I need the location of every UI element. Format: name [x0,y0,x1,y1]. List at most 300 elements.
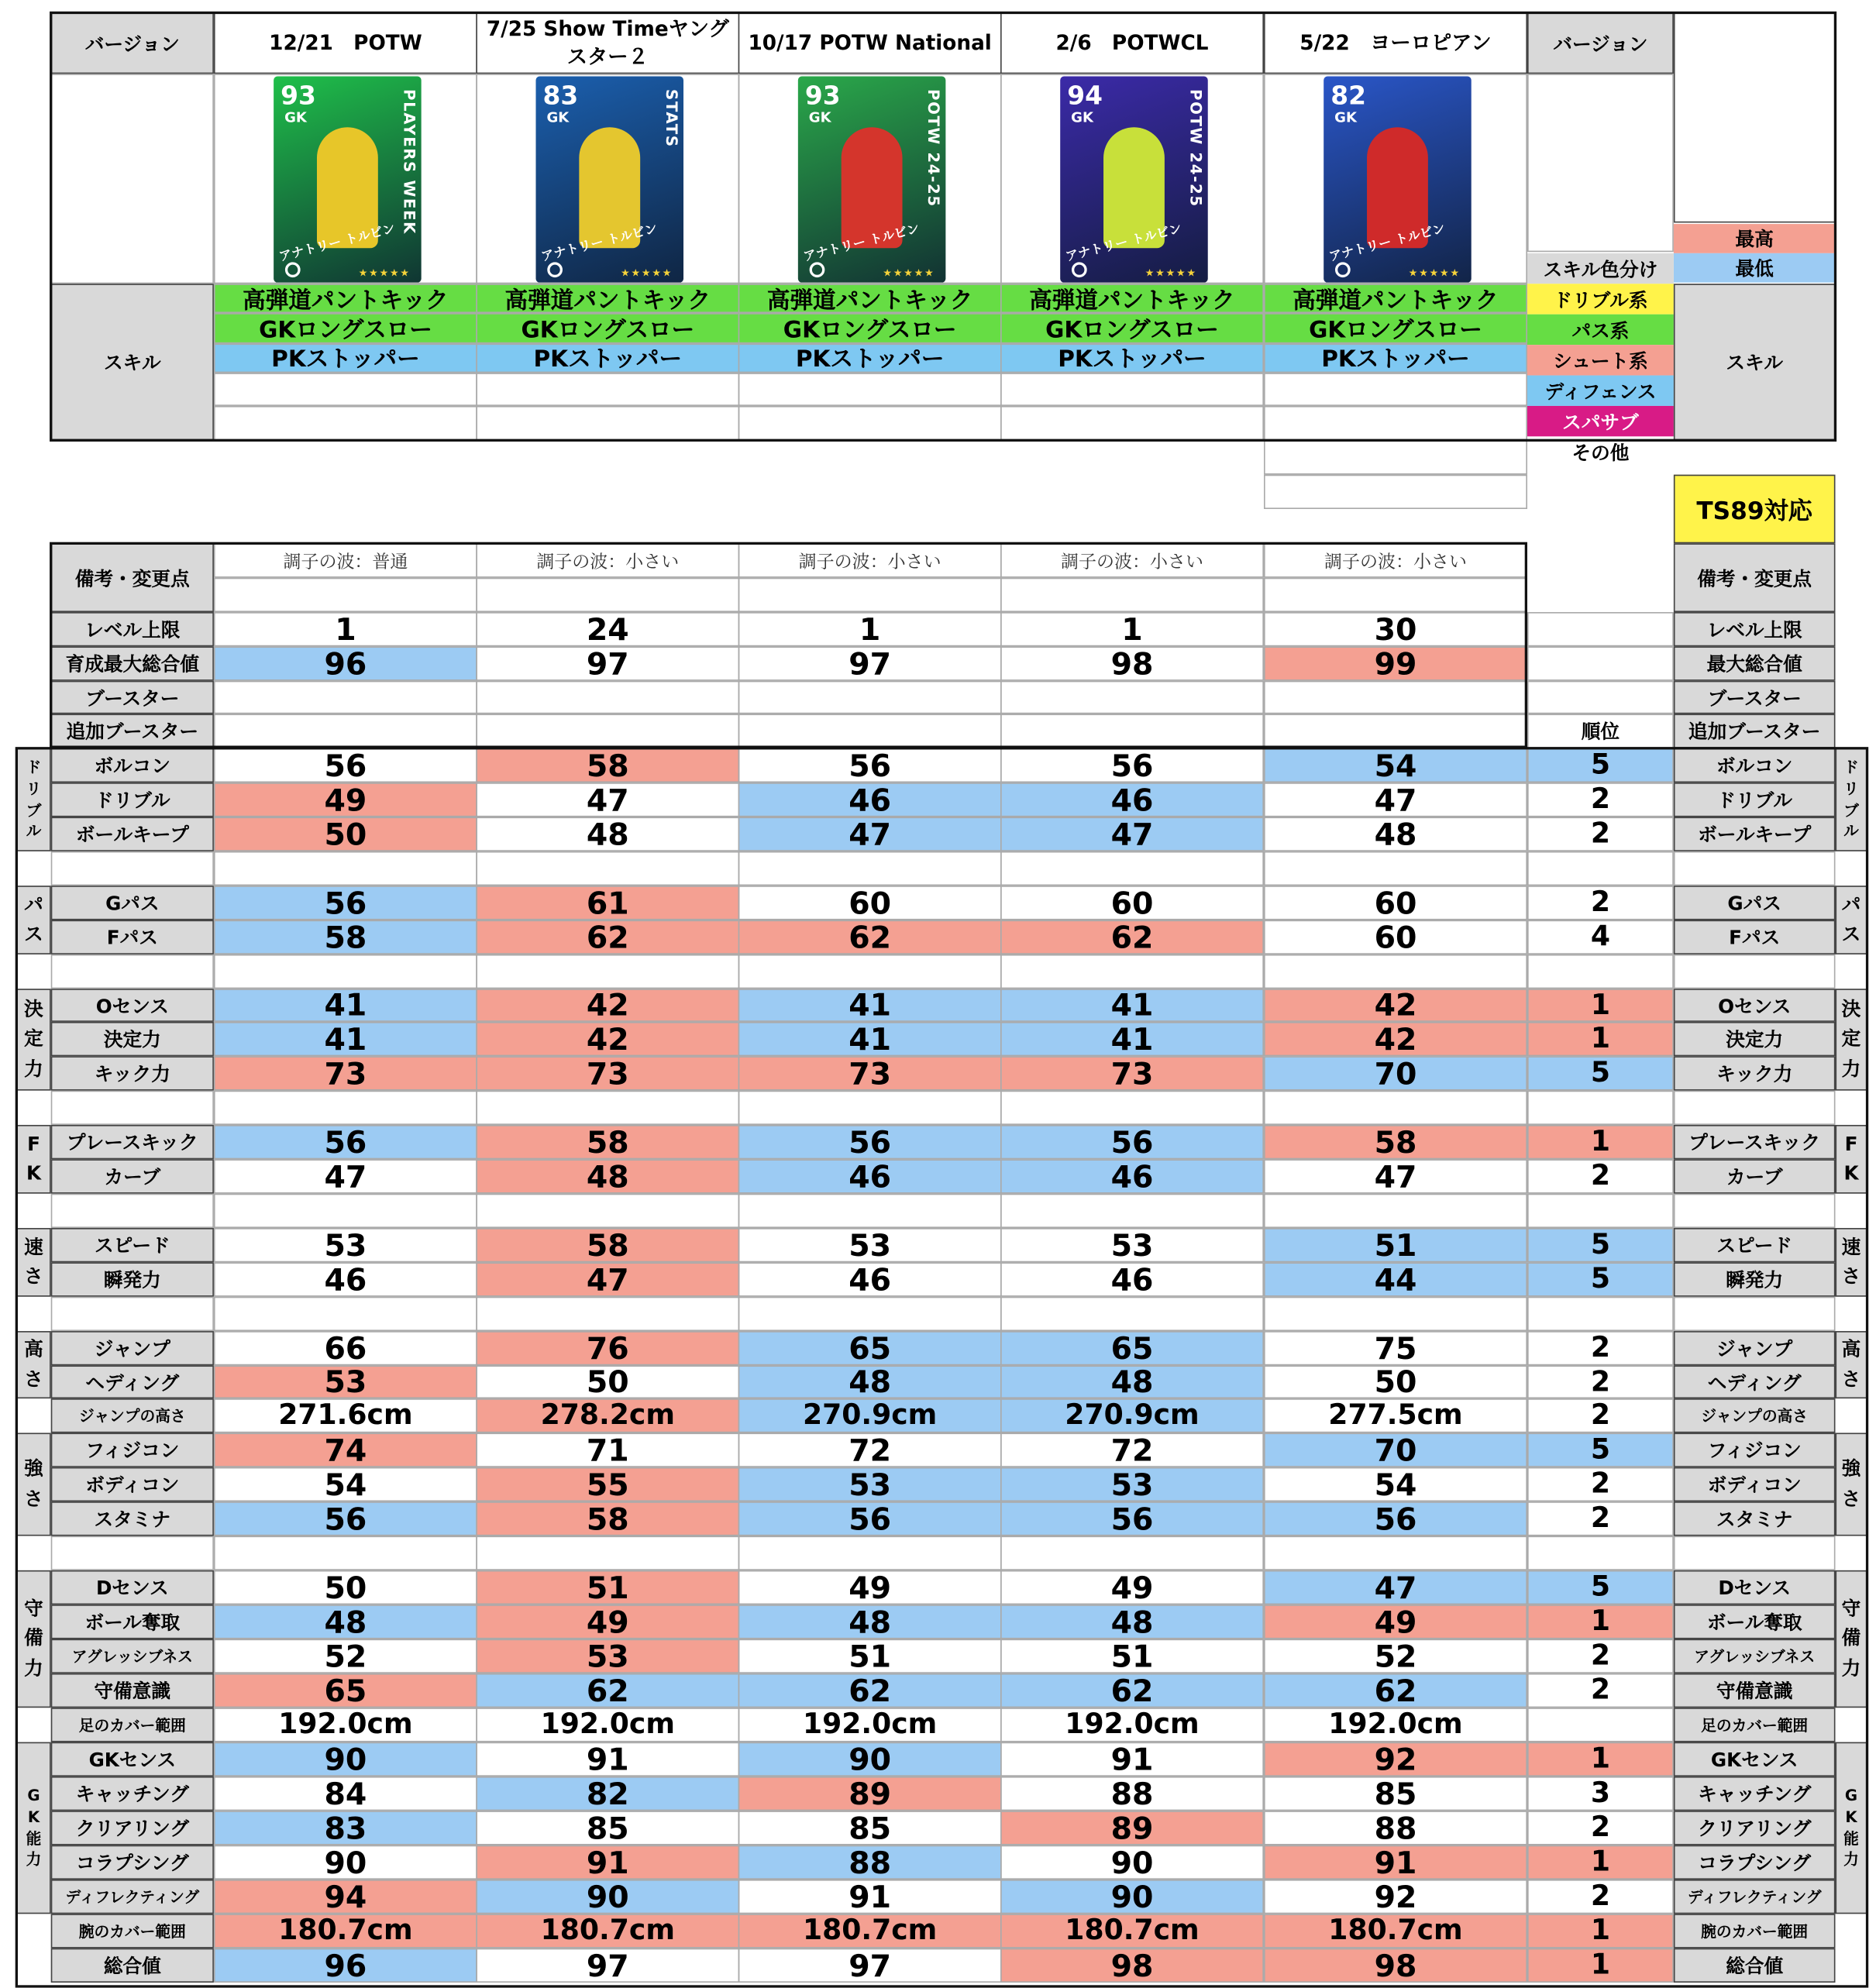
stat-rank: 2 [1527,1365,1674,1398]
stat-value: 47 [1264,1570,1527,1605]
stat-value [476,714,739,748]
stat-value: 180.7cm [1000,1914,1264,1948]
legend-lowest: 最低 [1674,253,1836,283]
spacer-row [1000,851,1264,886]
category-label-right: 速 さ [1835,1228,1867,1297]
stat-rank: 2 [1527,886,1674,920]
stat-value [214,681,477,714]
spacer-row [51,1536,214,1570]
card-player-name: アナトリー トルビン [801,222,921,265]
stat-value: 46 [1000,1262,1264,1296]
stat-label-right: ボール奪取 [1674,1605,1836,1639]
stat-value [1000,681,1264,714]
stat-value: 62 [738,920,1002,954]
spacer-row [1527,1536,1674,1570]
efootball-logo-icon [1071,262,1086,277]
stat-value: 56 [1000,1125,1264,1159]
stat-value: 48 [738,1605,1002,1639]
skill-entry: GKロングスロー [1264,314,1527,343]
stat-value [738,681,1002,714]
stat-value: 91 [738,1880,1002,1914]
stat-label: GKセンス [51,1742,214,1776]
stat-value: 56 [214,886,477,920]
stat-value: 46 [214,1262,477,1296]
stat-value: 92 [1264,1880,1527,1914]
stat-value: 60 [1264,920,1527,954]
stat-value: 88 [1000,1776,1264,1811]
stat-value: 62 [1000,920,1264,954]
stat-value: 41 [1000,1022,1264,1056]
skill-category-legend: ドリブル系 [1527,284,1674,314]
spacer-row [476,954,739,989]
spacer-row [214,954,477,989]
stat-rank: 1 [1527,1022,1674,1056]
stat-value: 48 [1000,1605,1264,1639]
stat-label-right: レベル上限 [1674,612,1836,646]
stat-value: 41 [1000,989,1264,1022]
blank-cell [1000,578,1264,612]
stat-label-right: プレースキック [1674,1125,1836,1159]
stat-label: 総合値 [51,1948,214,1983]
category-label: 決 定 力 [16,989,50,1090]
stat-value: 58 [476,1501,739,1536]
category-label: 強 さ [16,1433,50,1536]
card-player-name: アナトリー トルビン [1063,222,1183,265]
player-card-cell [1000,74,1264,284]
stat-label-right: 決定力 [1674,1022,1836,1056]
efootball-logo-icon [284,262,300,277]
stat-label: カーブ [51,1159,214,1193]
stat-value: 51 [1000,1639,1264,1673]
notes-value: 調子の波：小さい [738,543,1002,577]
blank-cell [1264,440,1527,474]
stat-value: 88 [738,1845,1002,1880]
stat-value: 48 [214,1605,477,1639]
stat-label: レベル上限 [51,612,214,646]
stat-label-right: ジャンプの高さ [1674,1398,1836,1433]
player-card-cell [214,74,477,284]
version-column-header: 7/25 Show Timeヤングスター２ [476,12,739,74]
stat-rank: 5 [1527,748,1674,782]
spacer-row [738,851,1002,886]
card-position: GK [1071,109,1094,126]
stat-value: 192.0cm [1000,1708,1264,1742]
card-stars: ★★★★★ [1145,267,1197,279]
card-series-text: STATS [662,88,680,148]
stat-label-right: ジャンプ [1674,1331,1836,1365]
stat-value: 56 [738,748,1002,782]
spacer-row [1264,1536,1527,1570]
stat-value: 48 [1000,1365,1264,1398]
stat-label: プレースキック [51,1125,214,1159]
stat-label-right: フィジコン [1674,1433,1836,1467]
card-player-name: アナトリー トルビン [1327,222,1447,265]
stat-value: 47 [476,782,739,817]
stat-value: 180.7cm [476,1914,739,1948]
stat-value [1000,714,1264,748]
player-card [535,77,683,283]
stat-rank: 5 [1527,1056,1674,1090]
stat-value: 53 [214,1228,477,1262]
skill-empty-slot [1000,373,1264,406]
stat-label-right: Dセンス [1674,1570,1836,1605]
stat-label: 育成最大総合値 [51,646,214,680]
stat-value: 55 [476,1467,739,1501]
stat-label-right: スタミナ [1674,1501,1836,1536]
stat-value: 90 [1000,1880,1264,1914]
stat-value: 51 [476,1570,739,1605]
stat-value: 47 [214,1159,477,1193]
spacer-row [214,851,477,886]
card-position: GK [284,109,307,126]
player-card [1059,77,1207,283]
stat-label-right: コラプシング [1674,1845,1836,1880]
stat-value: 65 [738,1331,1002,1365]
category-label-right: G K 能 力 [1835,1742,1867,1914]
stat-value: 47 [738,817,1002,851]
stat-label: ジャンプの高さ [51,1398,214,1433]
stat-value: 53 [476,1639,739,1673]
stat-value [1264,714,1527,748]
stat-value: 48 [476,817,739,851]
stat-rank: 1 [1527,1742,1674,1776]
stat-value: 46 [1000,782,1264,817]
stat-label: クリアリング [51,1811,214,1845]
stat-value: 53 [738,1228,1002,1262]
card-rating: 94 [1067,80,1103,111]
ts-support-label: TS89対応 [1674,475,1836,544]
stat-rank: 2 [1527,782,1674,817]
spacer-row [51,1091,214,1125]
stat-value: 97 [738,1948,1002,1983]
spacer-row [1264,1091,1527,1125]
stat-value: 42 [476,1022,739,1056]
stat-value: 91 [1000,1742,1264,1776]
skill-category-legend: スパサブ [1527,406,1674,436]
category-label: 速 さ [16,1228,50,1297]
stat-value: 61 [476,886,739,920]
spacer-row [214,1297,477,1331]
stat-value: 56 [738,1125,1002,1159]
stat-value: 47 [1264,1159,1527,1193]
stat-rank: 1 [1527,1914,1674,1948]
stat-label-right: ボルコン [1674,748,1836,782]
stat-label-right: ボディコン [1674,1467,1836,1501]
legend-highest: 最高 [1674,224,1836,253]
stat-rank: 5 [1527,1433,1674,1467]
skill-empty-slot [738,373,1002,406]
skill-entry: PKストッパー [1000,343,1264,373]
stat-label: ボールキープ [51,817,214,851]
player-card-cell [1264,74,1527,284]
stat-label: ヘディング [51,1365,214,1398]
stat-label-right: ディフレクティング [1674,1880,1836,1914]
spacer-row [1264,851,1527,886]
stat-value: 73 [1000,1056,1264,1090]
stat-value: 89 [738,1776,1002,1811]
stat-value: 52 [1264,1639,1527,1673]
skill-entry: PKストッパー [214,343,477,373]
stat-value: 42 [476,989,739,1022]
skill-empty-slot [214,406,477,440]
stat-value: 48 [738,1365,1002,1398]
version-column-header: 12/21 POTW [214,12,477,74]
spacer-row [214,1194,477,1228]
stat-value: 58 [476,1228,739,1262]
stat-value: 98 [1000,646,1264,680]
stat-value: 70 [1264,1056,1527,1090]
stat-value: 58 [214,920,477,954]
player-card-cell [738,74,1002,284]
stat-label-right: 腕のカバー範囲 [1674,1914,1836,1948]
stat-rank: 2 [1527,1880,1674,1914]
category-label-right: パ ス [1835,886,1867,954]
card-rating: 82 [1330,80,1366,111]
stat-value: 51 [738,1639,1002,1673]
stat-value: 72 [1000,1433,1264,1467]
stat-value: 99 [1264,646,1527,680]
spacer-row [476,1297,739,1331]
stat-label: ブースター [51,681,214,714]
stat-value: 24 [476,612,739,646]
stat-value: 70 [1264,1433,1527,1467]
stat-value: 1 [738,612,1002,646]
stat-label: 瞬発力 [51,1262,214,1296]
card-rating: 83 [542,80,579,111]
stat-value: 91 [476,1742,739,1776]
stat-value: 192.0cm [214,1708,477,1742]
stat-value: 180.7cm [738,1914,1002,1948]
stat-label-right: 守備意識 [1674,1673,1836,1708]
card-stars: ★★★★★ [358,267,411,279]
spacer-row [1674,1297,1836,1331]
spacer-row [1000,1297,1264,1331]
stat-value: 41 [738,989,1002,1022]
spacer-row [476,1536,739,1570]
stat-label-right: 総合値 [1674,1948,1836,1983]
version-header-label: バージョン [51,12,214,74]
stat-value: 47 [1000,817,1264,851]
stat-value: 52 [214,1639,477,1673]
stat-label-right: 瞬発力 [1674,1262,1836,1296]
stat-value: 58 [1264,1125,1527,1159]
spacer-row [1000,1091,1264,1125]
spacer-row [738,954,1002,989]
card-player-name: アナトリー トルビン [277,222,397,265]
skill-empty-slot [1264,373,1527,406]
card-position: GK [808,109,831,126]
blank-cell [214,578,477,612]
stat-value: 85 [1264,1776,1527,1811]
stat-value: 46 [1000,1159,1264,1193]
stat-value [738,714,1002,748]
stat-label-right: クリアリング [1674,1811,1836,1845]
card-rating: 93 [804,80,841,111]
stat-label-right: スピード [1674,1228,1836,1262]
stat-label: Oセンス [51,989,214,1022]
stat-label-right: ボールキープ [1674,817,1836,851]
stat-label-right: Oセンス [1674,989,1836,1022]
category-label: G K 能 力 [16,1742,50,1914]
stat-value: 65 [214,1673,477,1708]
stat-value: 56 [214,1125,477,1159]
stat-value: 53 [1000,1467,1264,1501]
stat-rank: 5 [1527,1570,1674,1605]
stat-value: 48 [476,1159,739,1193]
stat-value: 50 [214,1570,477,1605]
player-card-cell [476,74,739,284]
notes-value: 調子の波：普通 [214,543,477,577]
stat-value: 76 [476,1331,739,1365]
skill-entry: PKストッパー [1264,343,1527,373]
stat-rank [1527,612,1674,646]
spacer-row [476,1091,739,1125]
category-label-right: 強 さ [1835,1433,1867,1536]
stat-label: キック力 [51,1056,214,1090]
blank-cell [738,578,1002,612]
version-column-header: 10/17 POTW National [738,12,1002,74]
notes-value: 調子の波：小さい [476,543,739,577]
stat-rank: 1 [1527,1605,1674,1639]
stat-value: 49 [476,1605,739,1639]
spacer-row [1674,851,1836,886]
blank-cell [51,74,214,284]
stat-value [476,681,739,714]
stat-value: 53 [1000,1228,1264,1262]
stat-value: 90 [214,1845,477,1880]
spacer-row [1674,1091,1836,1125]
card-series-text: POTW 24-25 [1186,88,1205,208]
card-series-text: POTW 24-25 [924,88,943,208]
stat-value: 53 [738,1467,1002,1501]
stat-value: 60 [1000,886,1264,920]
skill-empty-slot [1000,406,1264,440]
stat-label-right: 追加ブースター [1674,714,1836,748]
stat-label-right: キック力 [1674,1056,1836,1090]
spacer-row [738,1297,1002,1331]
stat-value: 85 [476,1811,739,1845]
stat-rank: 2 [1527,1639,1674,1673]
stat-label: 腕のカバー範囲 [51,1914,214,1948]
stat-value: 58 [476,1125,739,1159]
stat-value: 62 [1264,1673,1527,1708]
stat-value: 49 [1264,1605,1527,1639]
stat-value: 98 [1000,1948,1264,1983]
category-label: パ ス [16,886,50,954]
stat-value: 46 [738,782,1002,817]
stat-value [1264,681,1527,714]
stat-rank: 2 [1527,1331,1674,1365]
stat-value: 65 [1000,1331,1264,1365]
skill-category-legend: その他 [1527,436,1674,466]
stat-label-right: 足のカバー範囲 [1674,1708,1836,1742]
stat-value: 73 [738,1056,1002,1090]
skill-entry: GKロングスロー [738,314,1002,343]
stat-value: 71 [476,1433,739,1467]
spacer-row [738,1536,1002,1570]
stat-label: 決定力 [51,1022,214,1056]
stat-label: アグレッシブネス [51,1639,214,1673]
card-position: GK [1334,109,1358,126]
spacer-row [1000,954,1264,989]
card-stars: ★★★★★ [883,267,935,279]
stat-label-right: ドリブル [1674,782,1836,817]
stat-value: 56 [1000,1501,1264,1536]
card-position: GK [546,109,570,126]
stat-value: 66 [214,1331,477,1365]
notes-value: 調子の波：小さい [1264,543,1527,577]
category-label-right: F K [1835,1125,1867,1194]
card-series-text: PLAYERS WEEK [400,88,418,235]
spacer-row [214,1536,477,1570]
stat-label: キャッチング [51,1776,214,1811]
stat-value: 97 [738,646,1002,680]
stat-rank: 1 [1527,989,1674,1022]
skill-color-guide-label: スキル色分け [1527,253,1674,284]
stat-label: Dセンス [51,1570,214,1605]
skill-label-right: スキル [1674,284,1836,440]
spacer-row [51,1194,214,1228]
stat-value: 278.2cm [476,1398,739,1433]
spacer-row [1674,1536,1836,1570]
spacer-row [1527,851,1674,886]
stat-value: 49 [738,1570,1002,1605]
efootball-logo-icon [809,262,824,277]
stat-label-right: 最大総合値 [1674,646,1836,680]
stat-value: 94 [214,1880,477,1914]
stat-value: 42 [1264,1022,1527,1056]
stat-value: 192.0cm [738,1708,1002,1742]
stat-value: 75 [1264,1331,1527,1365]
stat-value: 56 [1264,1501,1527,1536]
stat-value: 83 [214,1811,477,1845]
stat-label-right: Fパス [1674,920,1836,954]
stat-rank [1527,681,1674,714]
stat-rank [1527,1708,1674,1742]
stat-rank: 1 [1527,1948,1674,1983]
skill-category-legend: パス系 [1527,315,1674,345]
stat-value: 192.0cm [1264,1708,1527,1742]
stat-rank: 1 [1527,1845,1674,1880]
stat-value: 47 [476,1262,739,1296]
skill-entry: 高弾道パントキック [476,284,739,313]
skill-empty-slot [1264,406,1527,440]
stat-value: 49 [1000,1570,1264,1605]
stat-value: 90 [214,1742,477,1776]
category-label: ド リ ブ ル [16,748,50,851]
category-label-right: 守 備 力 [1835,1570,1867,1708]
stat-rank: 1 [1527,1125,1674,1159]
stat-value: 74 [214,1433,477,1467]
stat-value: 62 [476,1673,739,1708]
spacer-row [51,1297,214,1331]
stat-rank: 2 [1527,1673,1674,1708]
stat-label: ジャンプ [51,1331,214,1365]
skill-label: スキル [51,284,214,440]
stat-value: 73 [214,1056,477,1090]
stat-value: 90 [1000,1845,1264,1880]
stat-value: 62 [476,920,739,954]
stat-label-right: ブースター [1674,681,1836,714]
spacer-row [1527,954,1674,989]
efootball-logo-icon [1334,262,1350,277]
stat-label: ドリブル [51,782,214,817]
stat-label: ディフレクティング [51,1880,214,1914]
stat-value: 89 [1000,1811,1264,1845]
skill-entry: GKロングスロー [1000,314,1264,343]
skill-entry: 高弾道パントキック [214,284,477,313]
spacer-row [1527,1194,1674,1228]
